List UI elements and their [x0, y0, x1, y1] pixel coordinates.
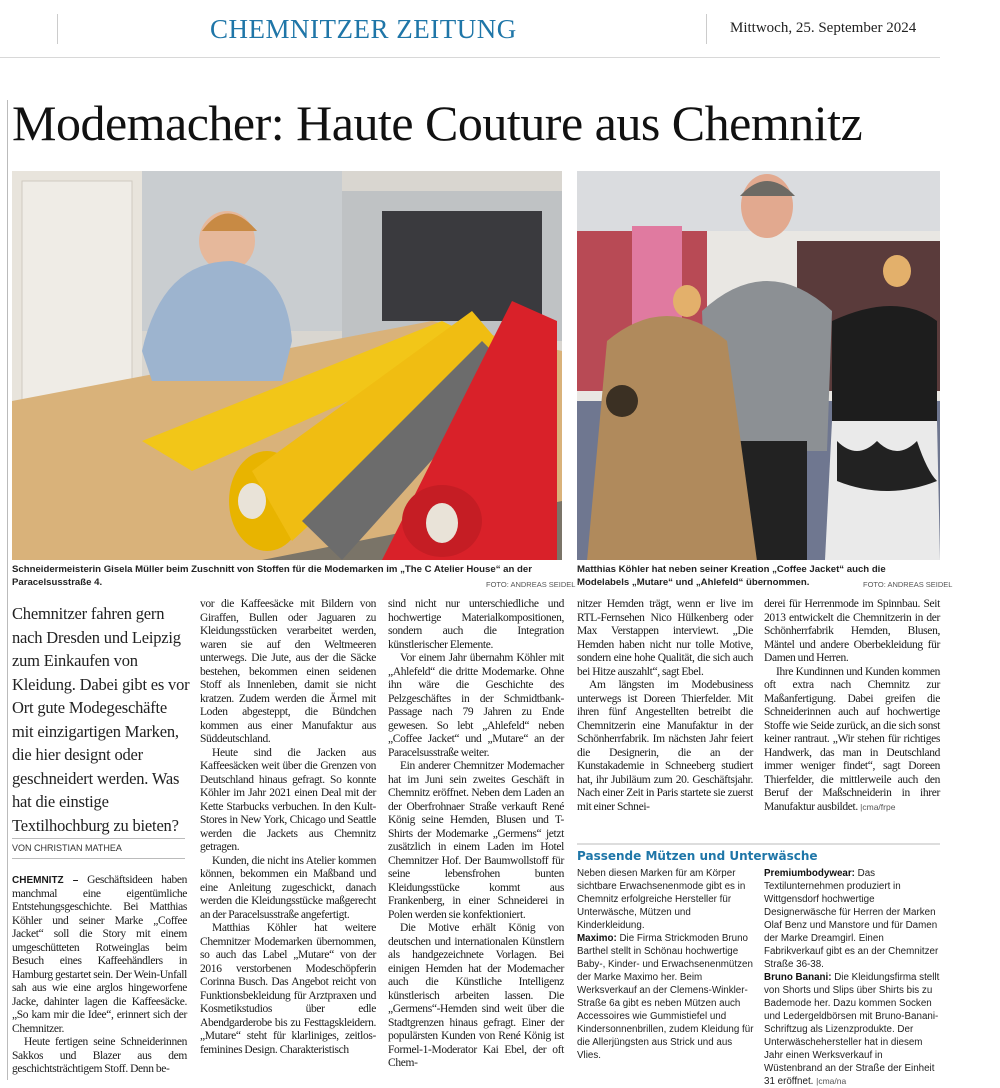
- entry-text: Die Kleidungsfirma stellt von Shorts und Slips über Shirts bis zu Bademode her. Dazu kommen Socken und Ledergeldbörsen mit Bruno-Banani-Schriftzug als Lizenzprodukte. Der Unterwäschehersteller hat in diesem Jahr einen Werksverkauf in Wüstenbrand an der Straße der Einheit 31 eröffnet.: [764, 972, 940, 1087]
- photo-credit: FOTO: ANDREAS SEIDEL: [863, 580, 953, 589]
- info-entry: [764, 867, 940, 971]
- photo-illustration: [12, 171, 562, 560]
- author-code: |cma/na: [816, 1076, 847, 1086]
- entry-name: Bruno Banani:: [764, 972, 832, 983]
- photo-caption: Matthias Köhler hat neben seiner Kreation „Coffee Jacket“ auch die Modelabels „Mutare“ und „Ahlefeld“ übernommen.: [577, 564, 886, 588]
- paragraph: nitzer Hemden trägt, wenn er live im RTL-Fernsehen Nico Hülkenberg oder Max Verstappen interviewt. „Die Hemden haben nicht nur tolle Motive, sondern eine hohe Qualität, die sich auch bei Hitze auszahlt“, sagt Ebel.: [577, 598, 753, 678]
- entry-name: Maximo:: [577, 933, 617, 944]
- info-entry: [577, 932, 757, 1062]
- paragraph: derei für Herrenmode im Spinnbau. Seit 2013 entwickelt die Chemnitzerin in der Schönherrfabrik Hemden, Blusen, Mäntel und andere Oberbekleidung für Damen und Herren.: [764, 598, 940, 664]
- divider: [57, 14, 58, 44]
- paragraph-text: Ihre Kundinnen und Kunden kommen oft extra nach Chemnitz zur Maßanfertigung. Dabei greifen die Schneiderinnen auch auf hochwertige Stoffe wie Seide zurück, an die sich sonst keiner rantraut. „Wir stehen für richtiges Handwerk, das man in Deutschland immer weniger findet“, sagt Doreen Thierfelder, die mittlerweile auch den Beruf der Maßschneiderin in ihrer Manufaktur ausbildet.: [764, 665, 940, 813]
- paragraph: Heute sind die Jacken aus Kaffeesäcken weit über die Grenzen von Deutschland hinaus gefragt. So konnte Köhler im Jahr 2021 einen Deal mit der Kette Starbucks verbuchen. In den Kult-Stores in New York, Chicago und Seattle werden die Jackets aus Chemnitz getragen.: [200, 746, 376, 853]
- entry-text: Die Firma Strickmoden Bruno Barthel stellt in Schönau hochwertige Baby-, Kinder- und Erwachsenenmützen der Marke Maximo her. Beim Werksverkauf an der Clemens-Winkler-Straße 6a gibt es neben Mützen auch Accessoires wie Gummistiefel und Kindersonnenbrillen, zudem Kleidung für die Allerjüngsten aus Strick und aus Vlies.: [577, 933, 754, 1061]
- photo-designer-coffee-jacket: [577, 171, 940, 560]
- photo-caption: Schneidermeisterin Gisela Müller beim Zuschnitt von Stoffen für die Modemarken im „The C Atelier House“ an der Paracelsusstraße 4.: [12, 564, 532, 588]
- article-lede: Chemnitzer fahren gern nach Dresden und Leipzig zum Einkaufen von Kleidung. Dabei gibt es vor Ort gute Modegeschäfte mit einzigartigen Marken, die hier designt oder geschneidert werden. Was hat die einstige Textilhochburg zu bieten?: [12, 604, 190, 835]
- dateline: CHEMNITZ –: [12, 875, 79, 886]
- paragraph: Matthias Köhler hat weitere Chemnitzer Modemarken übernommen, so auch das Label „Mutare“ von der 2016 verstorbenen Modeschöpferin Corinna Busch. Das Angebot reicht von Funktionsbekleidung für Arztpraxen und Kosmetikstudios über edle Abendgarderobe bis zu Festtagskleidern. „Mutare“ steht für klarliniges, zeitlos-feminines Design. Charakteristisch: [200, 922, 376, 1056]
- info-box: [577, 843, 940, 1087]
- page-margin-rule: [7, 100, 8, 1080]
- entry-text: Das Textilunternehmen produziert in Wittgensdorf hochwertige Designerwäsche für Herren der Marken Olaf Benz und Manstore und für Damen der Marke Dreamgirl. Einen Fabrikverkauf gibt es an der Chemnitzer Straße 36-38.: [764, 868, 939, 970]
- paragraph: vor die Kaffeesäcke mit Bildern von Giraffen, Bullen oder Jaguaren zu Kleidungsstücken verarbeitet werden, waren sie auf den Weltmeeren unterwegs. Die Jute, aus der die Säcke bestehen, bekommen einen seidenen Stoff als Innenleben, damit sie nicht kratzen. Zudem werden die Ärmel mit Loden abgesteppt, die Bündchen kommen aus einer Manufaktur aus Süddeutschland.: [200, 598, 376, 745]
- paragraph: Die Motive erhält König von deutschen und internationalen Künstlern als handgezeichnete Vorlagen. Bei einigen Hemden hat der Modemacher auch die Künstliche Intelligenz künstlerisch arbeiten lassen. Die „Germens“-Hemden sind weit über die Stadtgrenzen hinaus gefragt. Einer der populärsten Kunden von René König ist Formel-1-Moderator Kai Ebel, der oft Chem-: [388, 922, 564, 1069]
- issue-date: Mittwoch, 25. September 2024: [730, 20, 917, 36]
- photo-tailor-cutting-fabric: [12, 171, 562, 560]
- paragraph: sind nicht nur unterschiedliche und hochwertige Materialkompositionen, sondern auch die Integration künstlerischer Elemente.: [388, 598, 564, 651]
- entry-name: Premiumbodywear:: [764, 868, 855, 879]
- paragraph: [12, 874, 187, 1036]
- paragraph: Vor einem Jahr übernahm Köhler mit „Ahlefeld“ die dritte Modemarke. Ohne ihn wäre die Geschichte des Pelzgeschäftes in der Schmidtbank-Passage nach 79 Jahren zu Ende gewesen. So lebt „Ahlefeld“ neben „Coffee Jacket“ und „Mutare“ an der Paracelsusstraße weiter.: [388, 652, 564, 759]
- info-entry: [764, 971, 940, 1088]
- article-column-5: [764, 598, 940, 814]
- info-box-title: Passende Mützen und Unterwäsche: [577, 849, 818, 863]
- newspaper-name: CHEMNITZER ZEITUNG: [210, 14, 517, 44]
- paragraph: Kunden, die nicht ins Atelier kommen können, bekommen ein Maßband und eine Anleitung zugeschickt, danach werden die Kleidungsstücke maßgerecht an der Paracelsusstraße angefertigt.: [200, 854, 376, 921]
- paragraph: Am längsten im Modebusiness unterwegs ist Doreen Thierfelder. Mit ihren fünf Angestellten betreibt die Chemnitzerin eine Manufaktur in der Schönherrfabrik. Im nächsten Jahr feiert die Designerin, die an der Kunstakademie in Schneeberg studiert hat, ihr Jubiläum zum 20. Geschäftsjahr. Nach einer Zeit in Paris startete sie zuerst mit einer Schnei-: [577, 679, 753, 813]
- byline: VON CHRISTIAN MATHEA: [12, 838, 185, 859]
- masthead: [0, 0, 940, 58]
- article-column-1: [12, 874, 187, 1077]
- article-column-4: [577, 598, 753, 814]
- paragraph: Ein anderer Chemnitzer Modemacher hat im Juni sein zweites Geschäft in Chemnitz eröffnet. Neben dem Laden an der Oberfrohnaer Straße verkauft René König seine Hemden, Blusen und T-Shirts der Modemarke „Germens“ jetzt zusätzlich in einem Laden im Hotel Chemnitzer Hof. Der Baumwollstoff für seine lebensfrohen bunten Kleidungsstücke kommt aus Frankenberg, in einer Schneiderei in Polen werden sie konfektioniert.: [388, 760, 564, 921]
- info-box-column-2: [764, 867, 940, 1088]
- photo-illustration: [577, 171, 940, 560]
- info-box-column-1: [577, 867, 757, 1062]
- article-column-3: [388, 598, 564, 1071]
- divider: [706, 14, 707, 44]
- paragraph-text: Geschäftsideen haben manchmal eine eigentümliche Entstehungsgeschichte. Bei Matthias Köhler und seiner Marke „Coffee Jacket“ soll die Story mit einem umgeschütteten Rotweinglas beim Besuch eines Kaffeehändlers in Hamburg gestartet sein. Der Wein-Unfall sah aus wie eine arglos hingeworfene Jacke, dahinter lagen die Kaffeesäcke. „So kam mir die Idee“, erinnert sich der Chemnitzer.: [12, 874, 187, 1035]
- paragraph: [764, 666, 940, 815]
- photo-credit: FOTO: ANDREAS SEIDEL: [486, 580, 576, 589]
- paragraph: Heute fertigen seine Schneiderinnen Sakkos und Blazer aus dem geschichtsträchtigem Stoff. Denn be-: [12, 1036, 187, 1075]
- info-intro: Neben diesen Marken für am Körper sichtbare Erwachsenenmode gibt es in Chemnitz erfolgreiche Hersteller für Unterwäsche, Mützen und Kinderkleidung.: [577, 868, 746, 931]
- headline: Modemacher: Haute Couture aus Chemnitz: [12, 95, 863, 151]
- article-column-2: [200, 598, 376, 1057]
- author-code: |cma/frpe: [860, 801, 896, 812]
